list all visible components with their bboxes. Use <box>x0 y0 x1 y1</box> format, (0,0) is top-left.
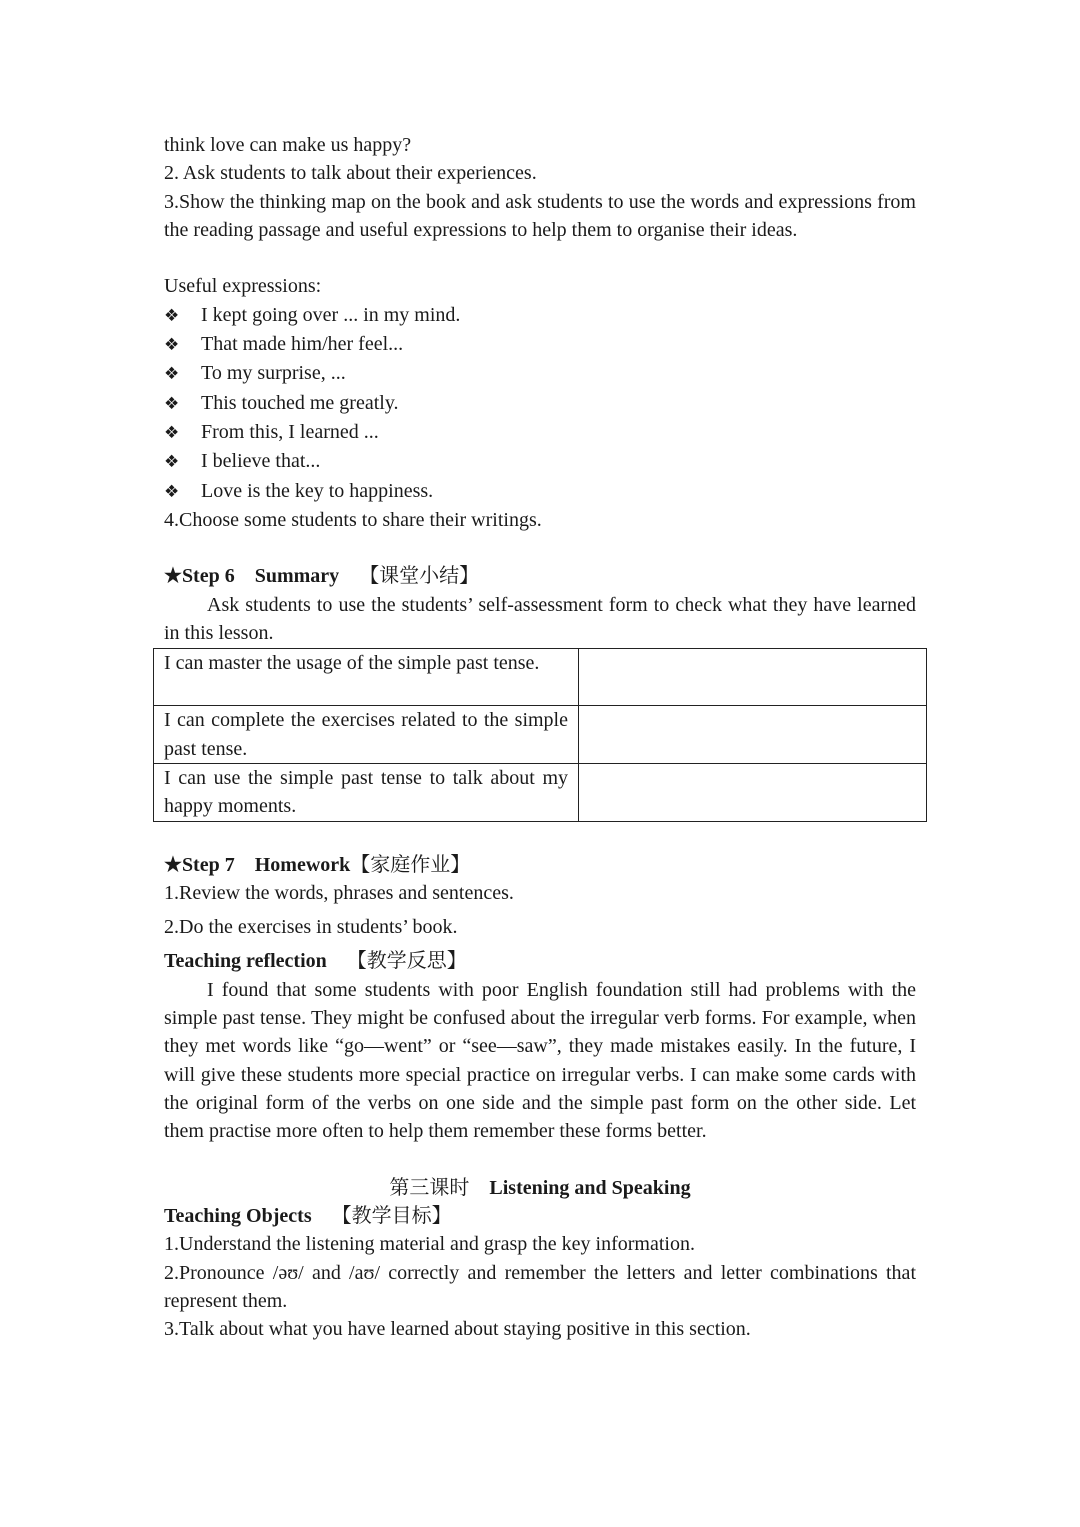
lesson3-title <box>164 1174 916 1202</box>
self-assessment-table <box>153 648 927 821</box>
list-item: ❖ From this, I learned ... <box>164 418 916 447</box>
table-cell-blank <box>579 763 927 821</box>
diamond-bullet-icon: ❖ <box>164 364 180 385</box>
homework-item-1: 1.Review the words, phrases and sentences. <box>164 881 514 904</box>
objects-title-cn: 【教学目标】 <box>331 1205 452 1228</box>
step7-title: Homework <box>254 853 351 876</box>
lesson3-title-en: Listening and Speaking <box>489 1176 691 1199</box>
list-item: ❖ I kept going over ... in my mind. <box>164 301 916 330</box>
intro-line-1: think love can make us happy? <box>164 134 412 156</box>
star-icon: ★ <box>164 565 182 588</box>
list-item: ❖ Love is the key to happiness. <box>164 477 916 506</box>
step6-title: Summary <box>254 565 340 588</box>
step7-title-cn: 【家庭作业】 <box>350 853 471 876</box>
step5-item-3: 3.Show the thinking map on the book and ask students to use the words and expressions from the reading passage and useful expressions to help them to organise their ideas. <box>164 190 916 241</box>
diamond-bullet-icon: ❖ <box>164 335 180 356</box>
table-row <box>154 763 927 821</box>
intro-line-2: 2. Ask students to talk about their experiences. <box>164 162 537 185</box>
step6-heading <box>164 562 916 590</box>
objects-item-2: 2.Pronounce /əʊ/ and /aʊ/ correctly and remember the letters and letter combinations that represent them. <box>164 1261 916 1312</box>
star-icon: ★ <box>164 853 182 876</box>
reflection-heading <box>164 947 916 975</box>
step6-title-cn: 【课堂小结】 <box>359 565 480 588</box>
diamond-bullet-icon: ❖ <box>164 481 180 502</box>
table-cell-blank <box>579 649 927 706</box>
step6-body: Ask students to use the students’ self-assessment form to check what they have learned in this lesson. <box>164 593 916 645</box>
lesson3-title-cn: 第三课时 <box>389 1176 470 1199</box>
objects-title: Teaching Objects <box>164 1205 312 1228</box>
objects-heading <box>164 1202 916 1230</box>
objects-item-3: 3.Talk about what you have learned about staying positive in this section. <box>164 1318 751 1341</box>
table-cell: I can use the simple past tense to talk about my happy moments. <box>154 763 579 821</box>
reflection-title: Teaching reflection <box>164 950 327 973</box>
useful-expressions-title: Useful expressions: <box>164 275 322 298</box>
diamond-bullet-icon: ❖ <box>164 422 180 443</box>
reflection-title-cn: 【教学反思】 <box>346 950 467 973</box>
objects-item-1: 1.Understand the listening material and grasp the key information. <box>164 1233 695 1256</box>
diamond-bullet-icon: ❖ <box>164 452 180 473</box>
diamond-bullet-icon: ❖ <box>164 393 180 414</box>
list-item: ❖ This touched me greatly. <box>164 389 916 418</box>
homework-item-2: 2.Do the exercises in students’ book. <box>164 916 458 939</box>
table-cell: I can complete the exercises related to the simple past tense. <box>154 706 579 764</box>
diamond-bullet-icon: ❖ <box>164 305 180 326</box>
list-item: ❖ To my surprise, ... <box>164 359 916 388</box>
document-page <box>164 131 916 1344</box>
list-item: ❖ That made him/her feel... <box>164 330 916 359</box>
useful-expressions-list <box>164 301 916 506</box>
step7-label: Step 7 <box>181 853 235 876</box>
table-row <box>154 706 927 764</box>
table-cell-blank <box>579 706 927 764</box>
reflection-body: I found that some students with poor English foundation still had problems with the simple past tense. They might be confused about the irregular verb forms. For example, when they met words like “go—went” or “see—saw”, they made mistakes easily. In the future, I will give these students more special practice on irregular verbs. I can make some cards with the original form of the verbs on one side and the simple past form on the other side. Let them practise more often to help them remember these forms better. <box>164 978 916 1143</box>
step5-item-4: 4.Choose some students to share their writings. <box>164 508 542 531</box>
step6-label: Step 6 <box>181 565 235 588</box>
step7-heading <box>164 851 916 879</box>
table-row <box>154 649 927 706</box>
list-item: ❖ I believe that... <box>164 447 916 476</box>
table-cell: I can master the usage of the simple past tense. <box>154 649 579 706</box>
